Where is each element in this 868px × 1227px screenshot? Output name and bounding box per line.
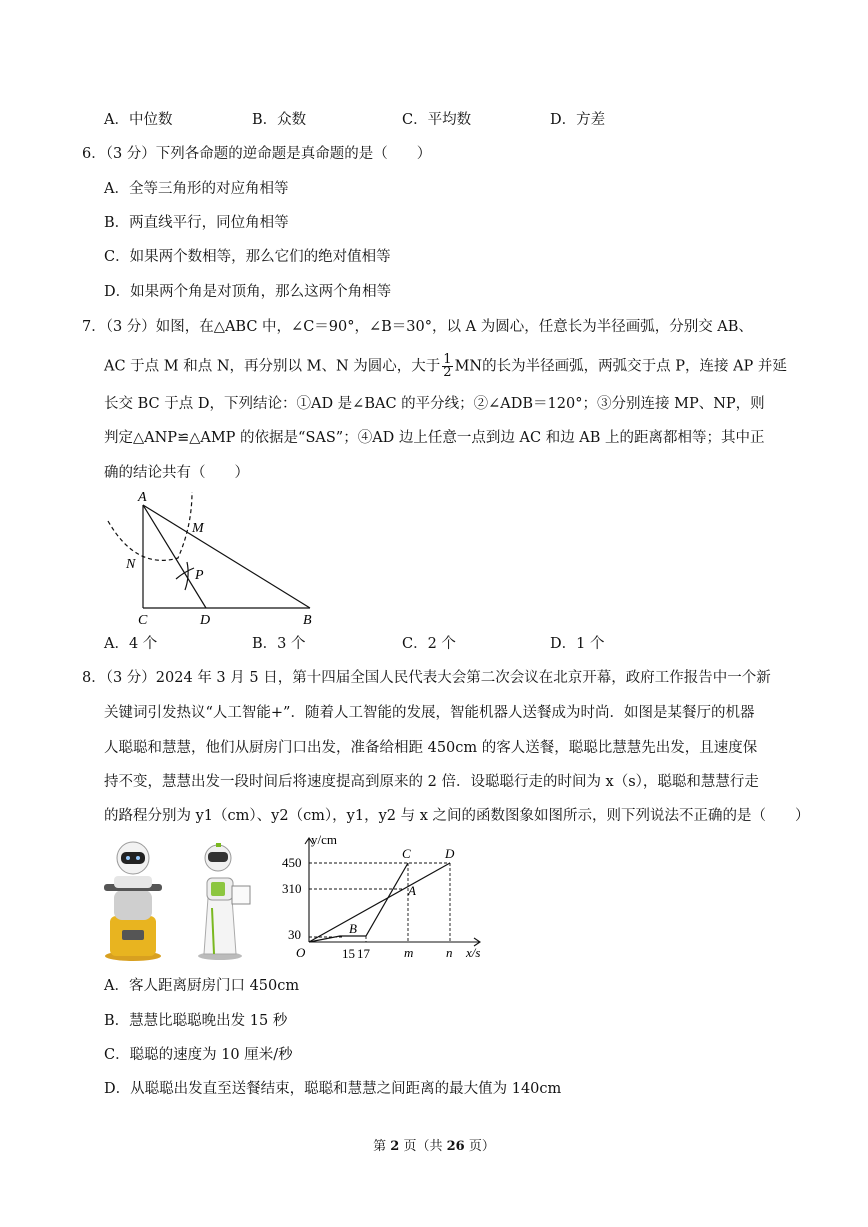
q7-option-d[interactable]: D．1 个 [550,636,605,652]
q7-stem-line-2 [104,354,787,379]
label-d: D [200,613,211,628]
q8-stem-line-3: 人聪聪和慧慧，他们从厨房门口出发，准备给相距 450cm 的客人送餐，聪聪比慧慧先出发，且速度保 [104,740,758,756]
q5-option-a[interactable]: A．中位数 [104,112,173,128]
label-c: C [138,613,148,628]
q8-option-c[interactable]: C．聪聪的速度为 10 厘米/秒 [104,1047,293,1063]
side-ab [143,505,310,608]
q7-option-b[interactable]: B．3 个 [252,636,306,652]
q7-option-a[interactable]: A．4 个 [104,636,158,652]
q7-stem-line-2b: MN的长为半径画弧，两弧交于点 P，连接 AP 并延 [454,358,787,375]
fraction-numerator: 1 [443,352,452,367]
q6-option-c[interactable]: C．如果两个数相等，那么它们的绝对值相等 [104,249,391,265]
footer-mid: 页（共 [399,1139,447,1154]
q6-option-b[interactable]: B．两直线平行，同位角相等 [104,215,289,231]
q5-options [104,110,804,130]
footer-pre: 第 [373,1139,391,1154]
q5-option-d[interactable]: D．方差 [550,112,606,128]
footer-total-pages: 26 [446,1139,465,1154]
q8-stem-line-5: 的路程分别为 y1（cm）、y2（cm），y1，y2 与 x 之间的函数图象如图所示，则下列说法不正确的是（ ） [104,808,810,824]
point-c-label: C [402,846,411,861]
x-tick-17: 17 [357,946,370,961]
y-tick-450: 450 [282,855,302,870]
line-congcong [309,863,450,942]
point-a-label: A [408,883,416,898]
arc-center-a [108,492,192,560]
origin-label: O [296,945,306,960]
label-a: A [138,490,147,505]
q8-stem-line-2: 关键词引发热议“人工智能+”．随着人工智能的发展，智能机器人送餐成为时尚．如图是某餐厅的机器 [104,705,755,721]
q7-stem-line-2a: AC 于点 M 和点 N，再分别以 M、N 为圆心，大于 [104,358,441,375]
fraction-denominator: 2 [443,365,452,380]
q8-function-graph [280,832,490,964]
q6-stem: 6．（3 分）下列各命题的逆命题是真命题的是（ ） [82,146,432,162]
q7-stem-line-5: 确的结论共有（ ） [104,465,249,481]
footer-post: 页） [464,1139,495,1154]
footer-page-number: 2 [390,1139,400,1154]
x-tick-m: m [404,945,414,960]
q5-option-b[interactable]: B．众数 [252,112,307,128]
q7-stem-line-1: 7．（3 分）如图，在△ABC 中，∠C＝90°，∠B＝30°，以 A 为圆心，任意长为半径画弧，分别交 AB、 [82,319,753,335]
q7-triangle-figure [96,488,326,628]
point-b-label: B [349,921,357,936]
point-d-label: D [445,846,455,861]
q7-stem-line-3: 长交 BC 于点 D，下列结论：①AD 是∠BAC 的平分线；②∠ADB＝120°；③分别连接 MP、NP，则 [104,396,765,412]
q7-stem-line-4: 判定△ANP≌△AMP 的依据是“SAS”；④AD 边上任意一点到边 AC 和边 AB 上的距离都相等；其中正 [104,430,765,446]
line-huihui [309,863,408,942]
x-axis-label: x/s [466,945,481,960]
label-m: M [192,521,204,536]
x-tick-n: n [446,945,453,960]
label-n: N [126,557,136,572]
label-p: P [195,568,204,583]
y-tick-310: 310 [282,881,302,896]
y-tick-30: 30 [288,927,301,942]
q8-stem-line-4: 持不变，慧慧出发一段时间后将速度提高到原来的 2 倍．设聪聪行走的时间为 x（s），聪聪和慧慧行走 [104,774,759,790]
x-tick-15: 15 [342,946,355,961]
q8-option-b[interactable]: B．慧慧比聪聪晚出发 15 秒 [104,1013,288,1029]
robot-congcong-image [100,838,166,962]
label-b: B [303,613,312,628]
page-footer [0,1138,868,1156]
robot-huihui-image [190,838,256,962]
q7-options [104,634,804,654]
q8-option-a[interactable]: A．客人距离厨房门口 450cm [104,978,300,994]
fraction-one-half [442,354,452,379]
q5-option-c[interactable]: C．平均数 [402,112,472,128]
q7-option-c[interactable]: C．2 个 [402,636,456,652]
y-axis-label: y/cm [311,832,337,847]
q8-option-d[interactable]: D．从聪聪出发直至送餐结束，聪聪和慧慧之间距离的最大值为 140cm [104,1081,562,1097]
q8-stem-line-1: 8．（3 分）2024 年 3 月 5 日，第十四届全国人民代表大会第二次会议在北京开幕，政府工作报告中一个新 [82,670,771,686]
q6-option-a[interactable]: A．全等三角形的对应角相等 [104,181,289,197]
q6-option-d[interactable]: D．如果两个角是对顶角，那么这两个角相等 [104,284,392,300]
